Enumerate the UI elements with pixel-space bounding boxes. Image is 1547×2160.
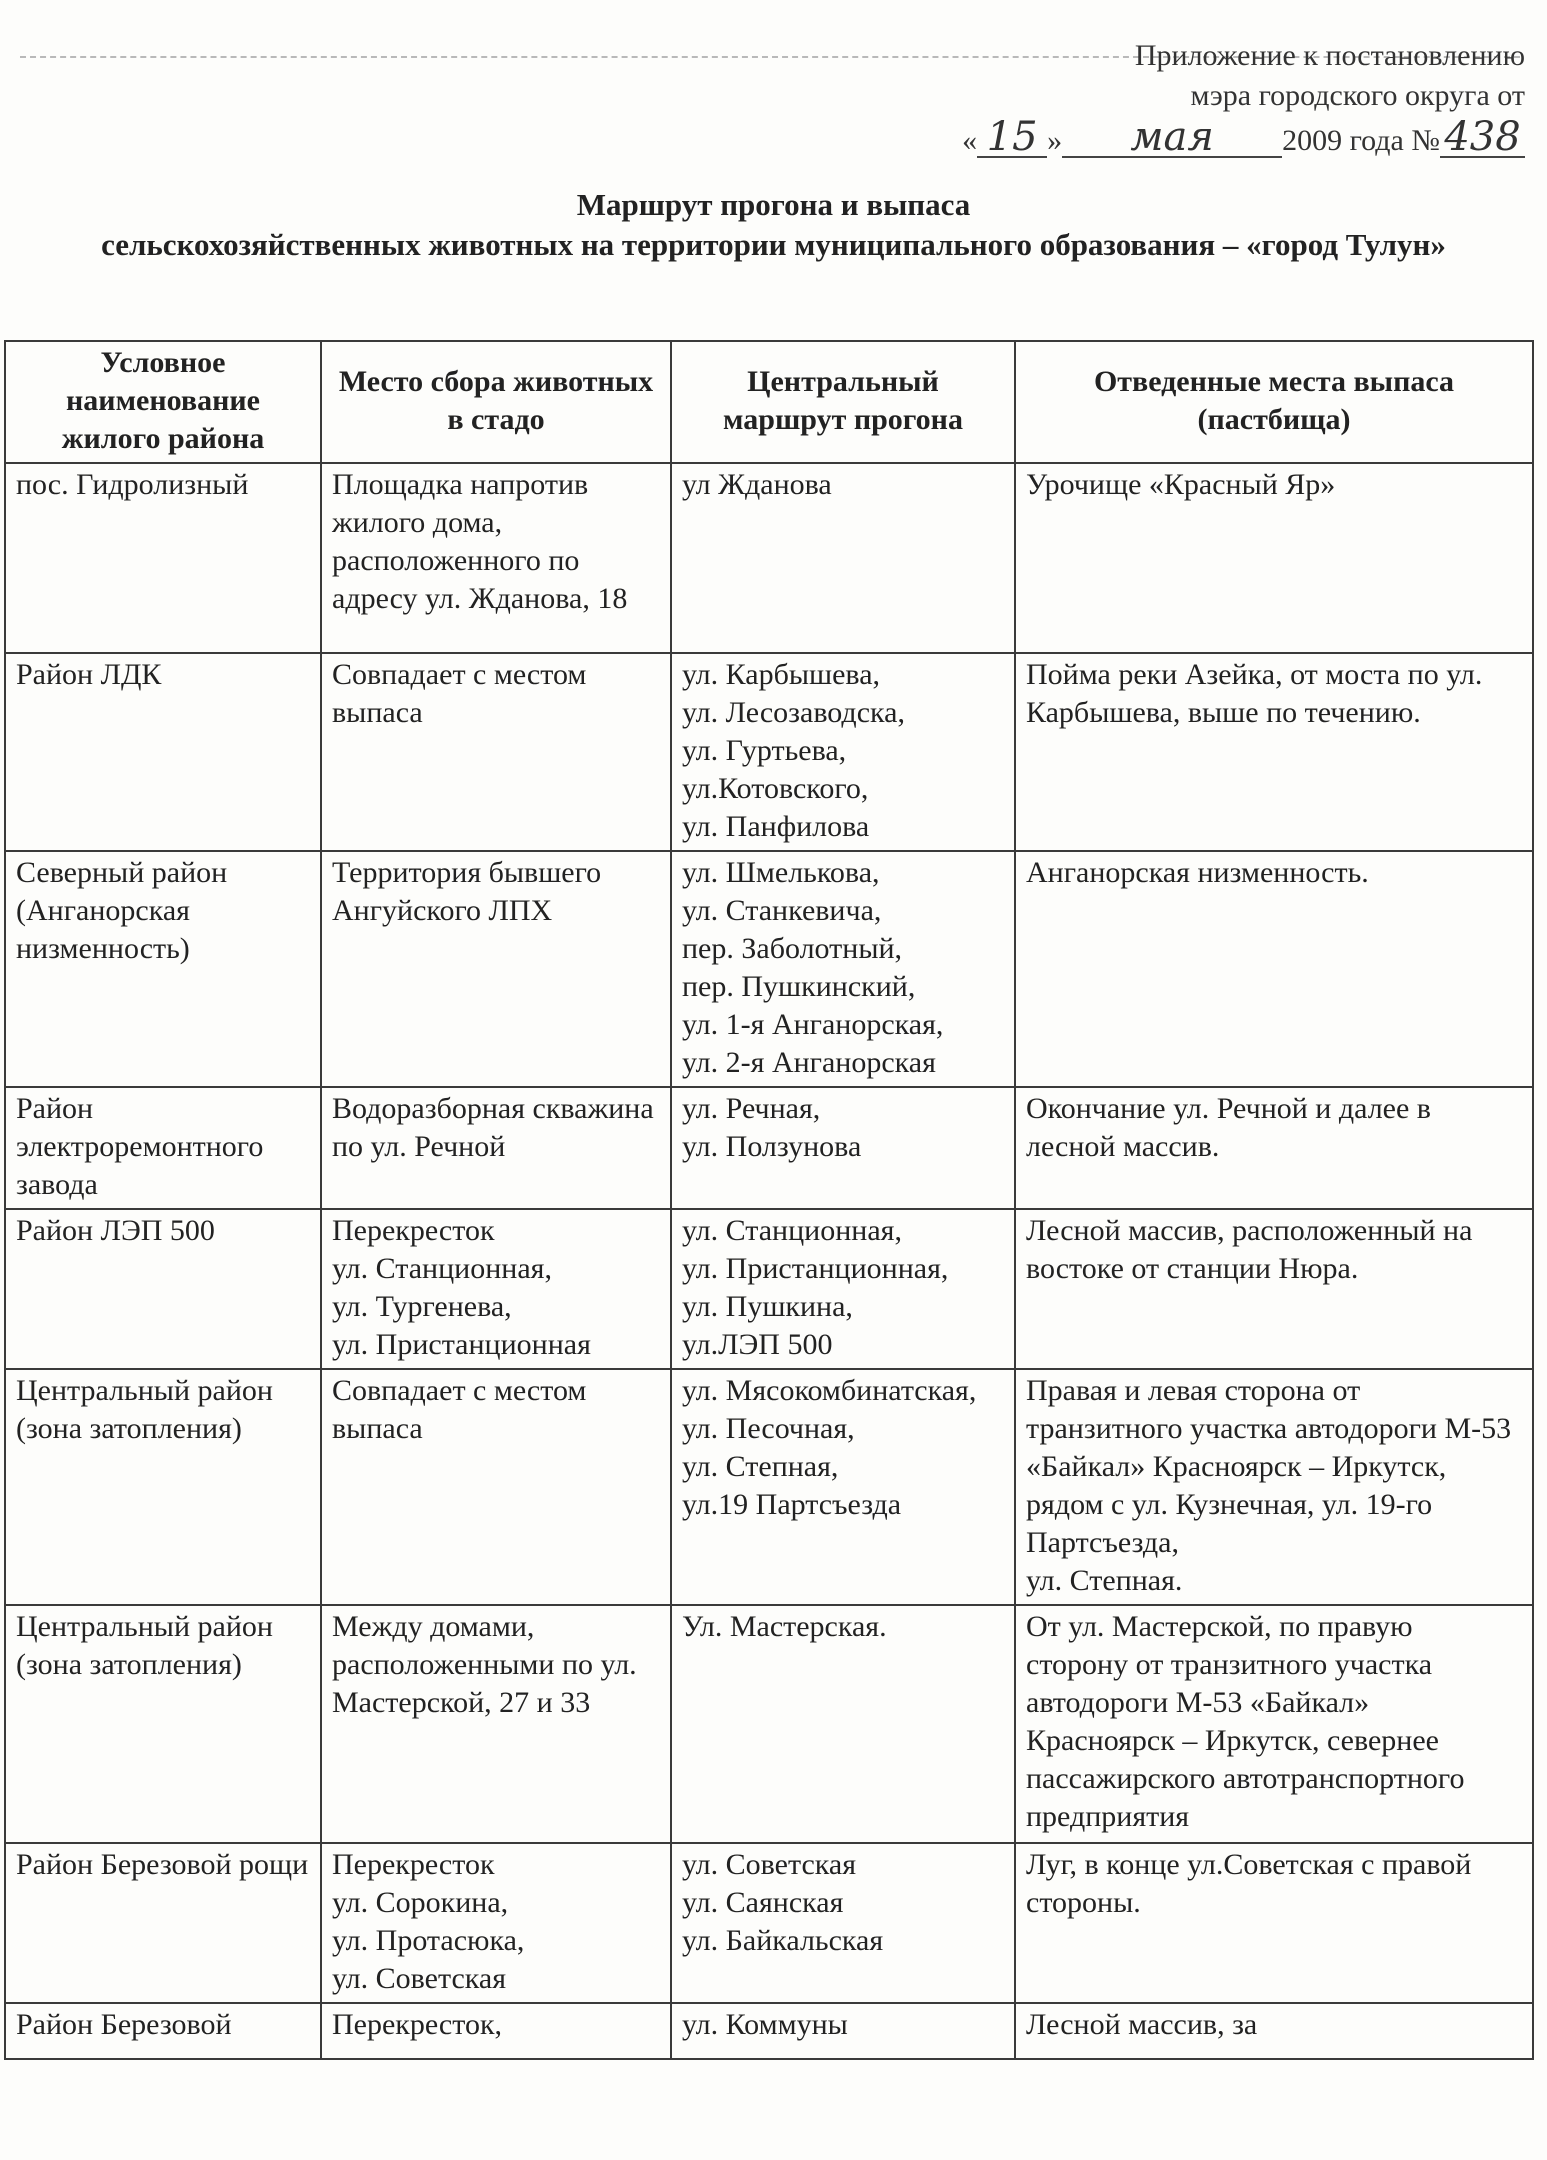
close-quote: » [1047, 124, 1063, 157]
cell-text-line: ул. Коммуны [682, 2008, 848, 2041]
cell-text-line: Северный район (Анганорская низменность) [16, 856, 228, 965]
cell-pasture [1015, 653, 1533, 851]
handwritten-decree-number: 438 [1440, 118, 1525, 158]
cell-pasture [1015, 1369, 1533, 1605]
cell-text-line: ул. Пристанционная [332, 1328, 591, 1361]
cell-district [5, 1843, 321, 2003]
handwritten-month: мая [1062, 118, 1282, 158]
cell-gathering-place [321, 1087, 671, 1209]
cell-text-line: ул. Степная. [1026, 1564, 1183, 1597]
cell-gathering-place [321, 1843, 671, 2003]
cell-district [5, 1087, 321, 1209]
appendix-line-2: мэра городского округа от [1190, 79, 1525, 112]
cell-text-line: Совпадает с местом выпаса [332, 1374, 587, 1445]
cell-text-line: ул. Песочная, [682, 1412, 855, 1445]
cell-route [671, 463, 1015, 653]
cell-text-line: Центральный район (зона затопления) [16, 1610, 273, 1681]
cell-text-line: Луг, в конце ул.Советская с правой стороны. [1026, 1848, 1472, 1919]
cell-pasture [1015, 2003, 1533, 2059]
cell-route [671, 1209, 1015, 1369]
cell-pasture [1015, 1843, 1533, 2003]
cell-gathering-place [321, 2003, 671, 2059]
cell-text-line: Район ЛДК [16, 658, 162, 691]
cell-text-line: ул. 2-я Анганорская [682, 1046, 936, 1079]
cell-text-line: ул. Ползунова [682, 1130, 862, 1163]
cell-text-line: ул. Советская [682, 1848, 856, 1881]
cell-text-line: Ул. Мастерская. [682, 1610, 887, 1643]
cell-text-line: Правая и левая сторона от транзитного участка автодороги М-53 «Байкал» Красноярск – Иркутск, рядом с ул. Кузнечная, ул. 19-го Партсъезда, [1026, 1374, 1512, 1559]
cell-district [5, 1605, 321, 1843]
column-header-pasture: Отведенные места выпаса (пастбища) [1015, 341, 1533, 463]
cell-text-line: Водоразборная скважина по ул. Речной [332, 1092, 654, 1163]
cell-gathering-place [321, 1369, 671, 1605]
cell-text-line: ул. Гуртьева, [682, 734, 847, 767]
cell-text-line: ул.19 Партсъезда [682, 1488, 902, 1521]
column-header-route: Центральный маршрут прогона [671, 341, 1015, 463]
cell-text-line: Территория бывшего Ангуйского ЛПХ [332, 856, 602, 927]
cell-text-line: пос. Гидролизный [16, 468, 249, 501]
column-header-gathering-place: Место сбора животных в стадо [321, 341, 671, 463]
table-row [5, 1605, 1533, 1843]
cell-text-line: ул. Панфилова [682, 810, 870, 843]
cell-text-line: Пойма реки Азейка, от моста по ул. Карбышева, выше по течению. [1026, 658, 1483, 729]
cell-route [671, 1087, 1015, 1209]
table-row [5, 463, 1533, 653]
cell-text-line: ул. Мясокомбинатская, [682, 1374, 977, 1407]
cell-text-line: ул. Пристанционная, [682, 1252, 949, 1285]
cell-pasture [1015, 463, 1533, 653]
cell-route [671, 1369, 1015, 1605]
cell-gathering-place [321, 653, 671, 851]
cell-text-line: ул. Степная, [682, 1450, 839, 1483]
table-row [5, 1843, 1533, 2003]
cell-text-line: ул. Карбышева, [682, 658, 881, 691]
cell-text-line: Перекресток, [332, 2008, 503, 2041]
table-body [5, 463, 1533, 2059]
cell-text-line: ул. Тургенева, [332, 1290, 512, 1323]
cell-text-line: Окончание ул. Речной и далее в лесной массив. [1026, 1092, 1431, 1163]
cell-gathering-place [321, 463, 671, 653]
cell-route [671, 851, 1015, 1087]
table-row [5, 851, 1533, 1087]
title-line-1: Маршрут прогона и выпаса [576, 187, 971, 222]
title-line-2: сельскохозяйственных животных на территории муниципального образования – «город Тулун» [101, 227, 1446, 262]
cell-text-line: Центральный район (зона затопления) [16, 1374, 273, 1445]
table-row [5, 1209, 1533, 1369]
cell-text-line: ул. Сорокина, [332, 1886, 509, 1919]
cell-text-line: ул. Байкальская [682, 1924, 884, 1957]
handwritten-day: 15 [977, 118, 1047, 158]
cell-text-line: ул Жданова [682, 468, 832, 501]
cell-text-line: Урочище «Красный Яр» [1026, 468, 1336, 501]
cell-text-line: Район Березовой [16, 2008, 232, 2041]
cell-district [5, 1369, 321, 1605]
cell-district [5, 1209, 321, 1369]
appendix-line-1: Приложение к постановлению [1134, 39, 1525, 72]
cell-text-line: ул. 1-я Анганорская, [682, 1008, 944, 1041]
cell-route [671, 1843, 1015, 2003]
table-row [5, 1369, 1533, 1605]
routes-table [4, 340, 1534, 2060]
cell-pasture [1015, 851, 1533, 1087]
cell-route [671, 1605, 1015, 1843]
cell-text-line: Район ЛЭП 500 [16, 1214, 215, 1247]
document-title [40, 185, 1507, 265]
cell-route [671, 2003, 1015, 2059]
table-row [5, 653, 1533, 851]
cell-district [5, 851, 321, 1087]
cell-text-line: ул. Станкевича, [682, 894, 882, 927]
cell-text-line: Перекресток [332, 1848, 495, 1881]
cell-text-line: ул. Шмелькова, [682, 856, 880, 889]
table-header-row [5, 341, 1533, 463]
cell-text-line: ул. Станционная, [332, 1252, 552, 1285]
cell-text-line: Район электроремонтного завода [16, 1092, 264, 1201]
cell-text-line: Район Березовой рощи [16, 1848, 309, 1881]
table-row [5, 1087, 1533, 1209]
cell-text-line: ул. Пушкина, [682, 1290, 853, 1323]
cell-text-line: ул.Котовского, [682, 772, 869, 805]
cell-text-line: Лесной массив, за [1026, 2008, 1258, 2041]
table-row [5, 2003, 1533, 2059]
cell-district [5, 2003, 321, 2059]
cell-gathering-place [321, 851, 671, 1087]
cell-text-line: Лесной массив, расположенный на востоке от станции Нюра. [1026, 1214, 1473, 1285]
column-header-district: Условное наименование жилого района [5, 341, 321, 463]
cell-text-line: Совпадает с местом выпаса [332, 658, 587, 729]
cell-text-line: Между домами, расположенными по ул. Мастерской, 27 и 33 [332, 1610, 637, 1719]
cell-text-line: ул. Станционная, [682, 1214, 902, 1247]
cell-text-line: Анганорская низменность. [1026, 856, 1369, 889]
cell-gathering-place [321, 1605, 671, 1843]
cell-text-line: пер. Пушкинский, [682, 970, 916, 1003]
cell-route [671, 653, 1015, 851]
cell-pasture [1015, 1605, 1533, 1843]
cell-district [5, 463, 321, 653]
cell-text-line: ул. Протасюка, [332, 1924, 525, 1957]
appendix-header [825, 36, 1525, 161]
cell-district [5, 653, 321, 851]
cell-text-line: ул. Речная, [682, 1092, 821, 1125]
cell-gathering-place [321, 1209, 671, 1369]
cell-text-line: ул. Советская [332, 1962, 506, 1995]
cell-text-line: ул. Лесозаводска, [682, 696, 905, 729]
cell-text-line: ул. Саянская [682, 1886, 844, 1919]
cell-text-line: От ул. Мастерской, по правую сторону от транзитного участка автодороги М-53 «Байкал» Красноярск – Иркутск, севернее пассажирского автотранспортного предприятия [1026, 1610, 1465, 1833]
cell-text-line: ул.ЛЭП 500 [682, 1328, 833, 1361]
decree-date-line [825, 114, 1525, 161]
open-quote: « [962, 124, 978, 157]
cell-pasture [1015, 1209, 1533, 1369]
year-text: 2009 года № [1282, 124, 1440, 157]
cell-text-line: Площадка напротив жилого дома, расположенного по адресу ул. Жданова, 18 [332, 468, 628, 615]
cell-text-line: Перекресток [332, 1214, 495, 1247]
cell-pasture [1015, 1087, 1533, 1209]
cell-text-line: пер. Заболотный, [682, 932, 903, 965]
